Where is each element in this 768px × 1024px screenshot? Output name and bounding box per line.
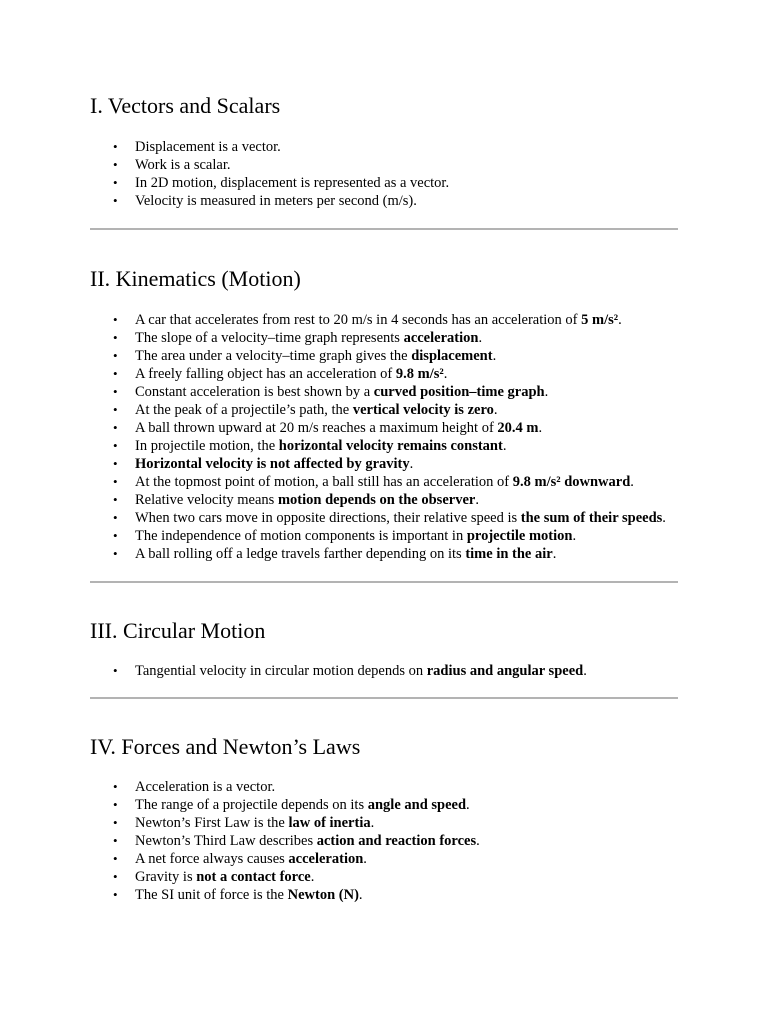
text: . <box>492 348 497 364</box>
text: . <box>552 546 557 562</box>
list-item <box>135 832 678 850</box>
bold-text: time in the air <box>465 546 553 562</box>
list-item <box>135 365 678 383</box>
text: Work is a scalar. <box>135 157 231 173</box>
section-heading-vectors-scalars: I. Vectors and Scalars <box>90 93 281 118</box>
section-divider <box>90 581 678 583</box>
list-item <box>135 383 678 401</box>
text: . <box>370 815 375 831</box>
bullet-list-circular-motion <box>90 662 678 680</box>
list-item <box>135 473 678 491</box>
text: A freely falling object has an acceleration of <box>135 366 396 382</box>
list-item <box>135 509 678 527</box>
bullet-list-vectors-scalars <box>90 138 678 210</box>
text: At the topmost point of motion, a ball still has an acceleration of <box>135 474 513 490</box>
text: . <box>544 384 549 400</box>
section-heading-forces-newtons-laws: IV. Forces and Newton’s Laws <box>90 734 361 759</box>
list-item <box>135 156 678 174</box>
list-item <box>135 868 678 886</box>
text: A ball rolling off a ledge travels farther depending on its <box>135 546 466 562</box>
bullet-list-forces-newtons-laws <box>90 778 678 904</box>
text: . <box>618 312 622 328</box>
bold-text: 5 m/s² <box>581 312 619 328</box>
bold-text: vertical velocity is zero <box>352 402 494 418</box>
list-item <box>135 545 678 563</box>
text: The area under a velocity–time graph gives the <box>135 348 412 364</box>
text: The slope of a velocity–time graph represents <box>135 330 404 346</box>
text: The range of a projectile depends on its <box>135 797 368 813</box>
bold-text: horizontal velocity remains constant <box>278 438 503 454</box>
list-item <box>135 401 678 419</box>
bold-text: 9.8 m/s² <box>395 366 444 382</box>
text: At the peak of a projectile’s path, the <box>135 402 353 418</box>
list-item <box>135 419 678 437</box>
text: A net force always causes <box>135 851 289 867</box>
bold-text: Horizontal velocity is not affected by gravity <box>135 456 410 472</box>
text: . <box>476 833 480 849</box>
text: Gravity is <box>135 869 197 885</box>
bold-text: displacement <box>411 348 493 364</box>
section-divider <box>90 228 678 230</box>
text: . <box>630 474 634 490</box>
list-item <box>135 174 678 192</box>
list-item <box>135 662 678 680</box>
text: . <box>475 492 479 508</box>
bold-text: not a contact force <box>196 869 311 885</box>
bold-text: Newton (N) <box>287 887 359 903</box>
bold-text: the sum of their speeds <box>520 510 663 526</box>
text: . <box>538 420 543 436</box>
text: Relative velocity means <box>135 492 278 508</box>
text: Constant acceleration is best shown by a <box>135 384 374 400</box>
bold-text: 9.8 m/s² downward <box>512 474 631 490</box>
bold-text: angle and speed <box>367 797 467 813</box>
list-item <box>135 778 678 796</box>
list-item <box>135 796 678 814</box>
bold-text: radius and angular speed <box>426 663 584 679</box>
text: In projectile motion, the <box>135 438 279 454</box>
text: Newton’s First Law is the <box>135 815 289 831</box>
text: The independence of motion components is important in <box>135 528 467 544</box>
text: . <box>493 402 498 418</box>
text: . <box>478 330 483 346</box>
bullet-list-kinematics <box>90 311 678 563</box>
text: Acceleration is a vector. <box>135 779 276 795</box>
text: . <box>310 869 315 885</box>
text: . <box>662 510 666 526</box>
list-item <box>135 329 678 347</box>
section-heading-circular-motion: III. Circular Motion <box>90 618 266 643</box>
text: . <box>466 797 470 813</box>
bold-text: curved position–time graph <box>373 384 545 400</box>
bold-text: 20.4 m <box>497 420 539 436</box>
bold-text: action and reaction forces <box>316 833 477 849</box>
bold-text: projectile motion <box>466 528 573 544</box>
text: Newton’s Third Law describes <box>135 833 317 849</box>
list-item <box>135 491 678 509</box>
list-item <box>135 347 678 365</box>
list-item <box>135 437 678 455</box>
list-item <box>135 814 678 832</box>
text: Tangential velocity in circular motion depends on <box>135 663 427 679</box>
list-item <box>135 192 678 210</box>
text: When two cars move in opposite directions, their relative speed is <box>135 510 521 526</box>
list-item <box>135 138 678 156</box>
list-item <box>135 311 678 329</box>
text: . <box>583 663 587 679</box>
text: . <box>363 851 367 867</box>
text: Velocity is measured in meters per second (m/s). <box>135 193 417 209</box>
text: . <box>443 366 448 382</box>
text: A car that accelerates from rest to 20 m/s in 4 seconds has an acceleration of <box>135 312 582 328</box>
bold-text: law of inertia <box>288 815 371 831</box>
text: Displacement is a vector. <box>135 139 281 155</box>
text: A ball thrown upward at 20 m/s reaches a maximum height of <box>135 420 498 436</box>
list-item <box>135 527 678 545</box>
text: . <box>358 887 363 903</box>
text: . <box>572 528 577 544</box>
text: In 2D motion, displacement is represented as a vector. <box>135 175 450 191</box>
text: . <box>409 456 414 472</box>
section-heading-kinematics: II. Kinematics (Motion) <box>90 266 301 291</box>
bold-text: acceleration <box>403 330 479 346</box>
list-item <box>135 455 678 473</box>
section-divider <box>90 697 678 699</box>
list-item <box>135 886 678 904</box>
text: The SI unit of force is the <box>135 887 288 903</box>
list-item <box>135 850 678 868</box>
bold-text: motion depends on the observer <box>277 492 476 508</box>
bold-text: acceleration <box>288 851 364 867</box>
text: . <box>502 438 507 454</box>
